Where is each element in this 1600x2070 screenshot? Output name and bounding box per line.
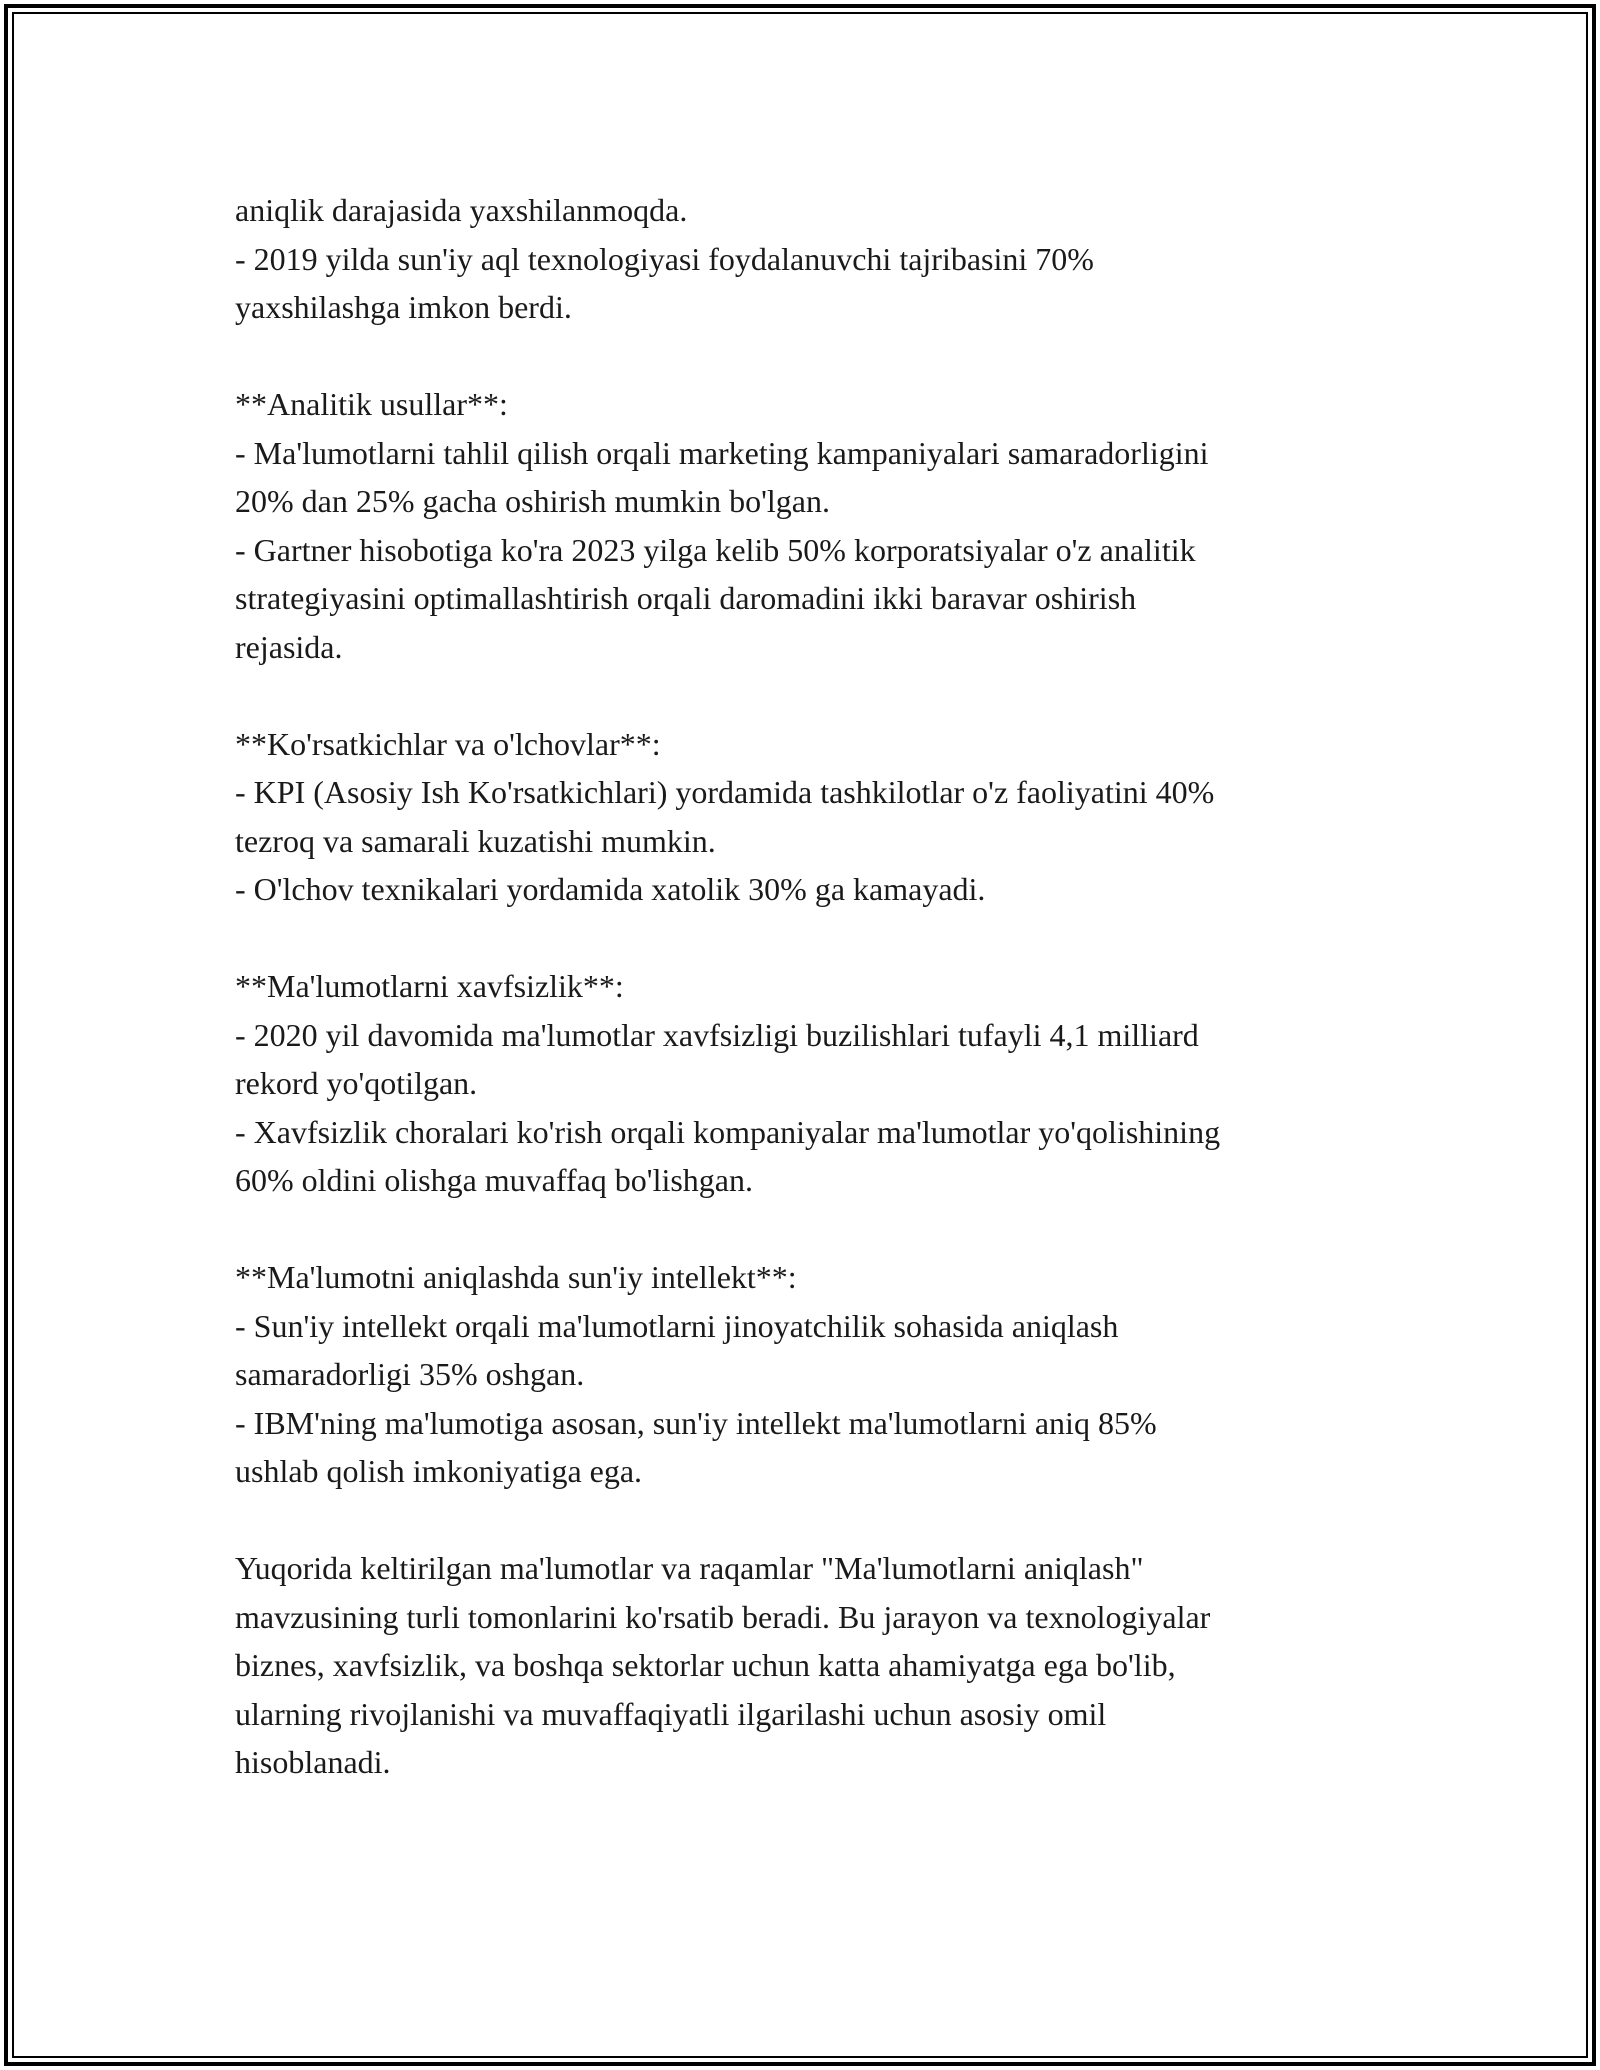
text-line: mavzusining turli tomonlarini ko'rsatib beradi. Bu jarayon va texnologiyalar <box>235 1598 1211 1635</box>
paragraph-gap <box>235 914 1395 963</box>
section-heading: **Ma'lumotlarni xavfsizlik**: <box>235 968 624 1004</box>
text-line: - Gartner hisobotiga ko'ra 2023 yilga kelib 50% korporatsiyalar o'z analitik <box>235 531 1196 568</box>
text-line: biznes, xavfsizlik, va boshqa sektorlar uchun katta ahamiyatga ega bo'lib, <box>235 1647 1176 1683</box>
text-line: - O'lchov texnikalari yordamida xatolik 30% ga kamayadi. <box>235 871 986 907</box>
text-line: ushlab qolish imkoniyatiga ega. <box>235 1453 643 1489</box>
text-line: ularning rivojlanishi va muvaffaqiyatli ilgarilashi uchun asosiy omil <box>235 1695 1107 1732</box>
text-line: - KPI (Asosiy Ish Ko'rsatkichlari) yordamida tashkilotlar o'z faoliyatini 40% <box>235 774 1215 810</box>
paragraph-gap <box>235 671 1395 720</box>
text-line: 60% oldini olishga muvaffaq bo'lishgan. <box>235 1162 753 1198</box>
document-body <box>235 186 1395 1787</box>
text-line: - Xavfsizlik choralari ko'rish orqali kompaniyalar ma'lumotlar yo'qolishining <box>235 1113 1221 1150</box>
text-line: - Ma'lumotlarni tahlil qilish orqali marketing kampaniyalari samaradorligini <box>235 434 1209 471</box>
paragraph-gap <box>235 1496 1395 1545</box>
section-analitik-usullar <box>235 380 1395 671</box>
text-line: yaxshilashga imkon berdi. <box>235 289 572 325</box>
text-line: rekord yo'qotilgan. <box>235 1065 478 1101</box>
text-line: 20% dan 25% gacha oshirish mumkin bo'lgan. <box>235 483 830 519</box>
section-conclusion <box>235 1544 1395 1787</box>
text-line: - Sun'iy intellekt orqali ma'lumotlarni jinoyatchilik sohasida aniqlash <box>235 1307 1119 1344</box>
text-line: rejasida. <box>235 628 343 665</box>
section-intro-continuation <box>235 186 1395 332</box>
text-line: tezroq va samarali kuzatishi mumkin. <box>235 822 716 859</box>
section-suniy-intellekt <box>235 1253 1395 1496</box>
section-heading: **Analitik usullar**: <box>235 386 508 422</box>
text-line: strategiyasini optimallashtirish orqali daromadini ikki baravar oshirish <box>235 580 1137 616</box>
text-line: hisoblanadi. <box>235 1744 391 1780</box>
text-line: - IBM'ning ma'lumotiga asosan, sun'iy intellekt ma'lumotlarni aniq 85% <box>235 1404 1157 1441</box>
section-xavfsizlik <box>235 962 1395 1205</box>
paragraph-gap <box>235 1205 1395 1254</box>
text-line: samaradorligi 35% oshgan. <box>235 1356 585 1392</box>
text-line: aniqlik darajasida yaxshilanmoqda. <box>235 192 688 228</box>
section-heading: **Ma'lumotni aniqlashda sun'iy intellekt**: <box>235 1259 797 1295</box>
text-line: - 2020 yil davomida ma'lumotlar xavfsizligi buzilishlari tufayli 4,1 milliard <box>235 1016 1199 1053</box>
text-line: Yuqorida keltirilgan ma'lumotlar va raqamlar "Ma'lumotlarni aniqlash" <box>235 1550 1144 1586</box>
section-korsatkichlar <box>235 720 1395 914</box>
section-heading: **Ko'rsatkichlar va o'lchovlar**: <box>235 725 661 762</box>
text-line: - 2019 yilda sun'iy aql texnologiyasi foydalanuvchi tajribasini 70% <box>235 240 1094 277</box>
paragraph-gap <box>235 332 1395 381</box>
